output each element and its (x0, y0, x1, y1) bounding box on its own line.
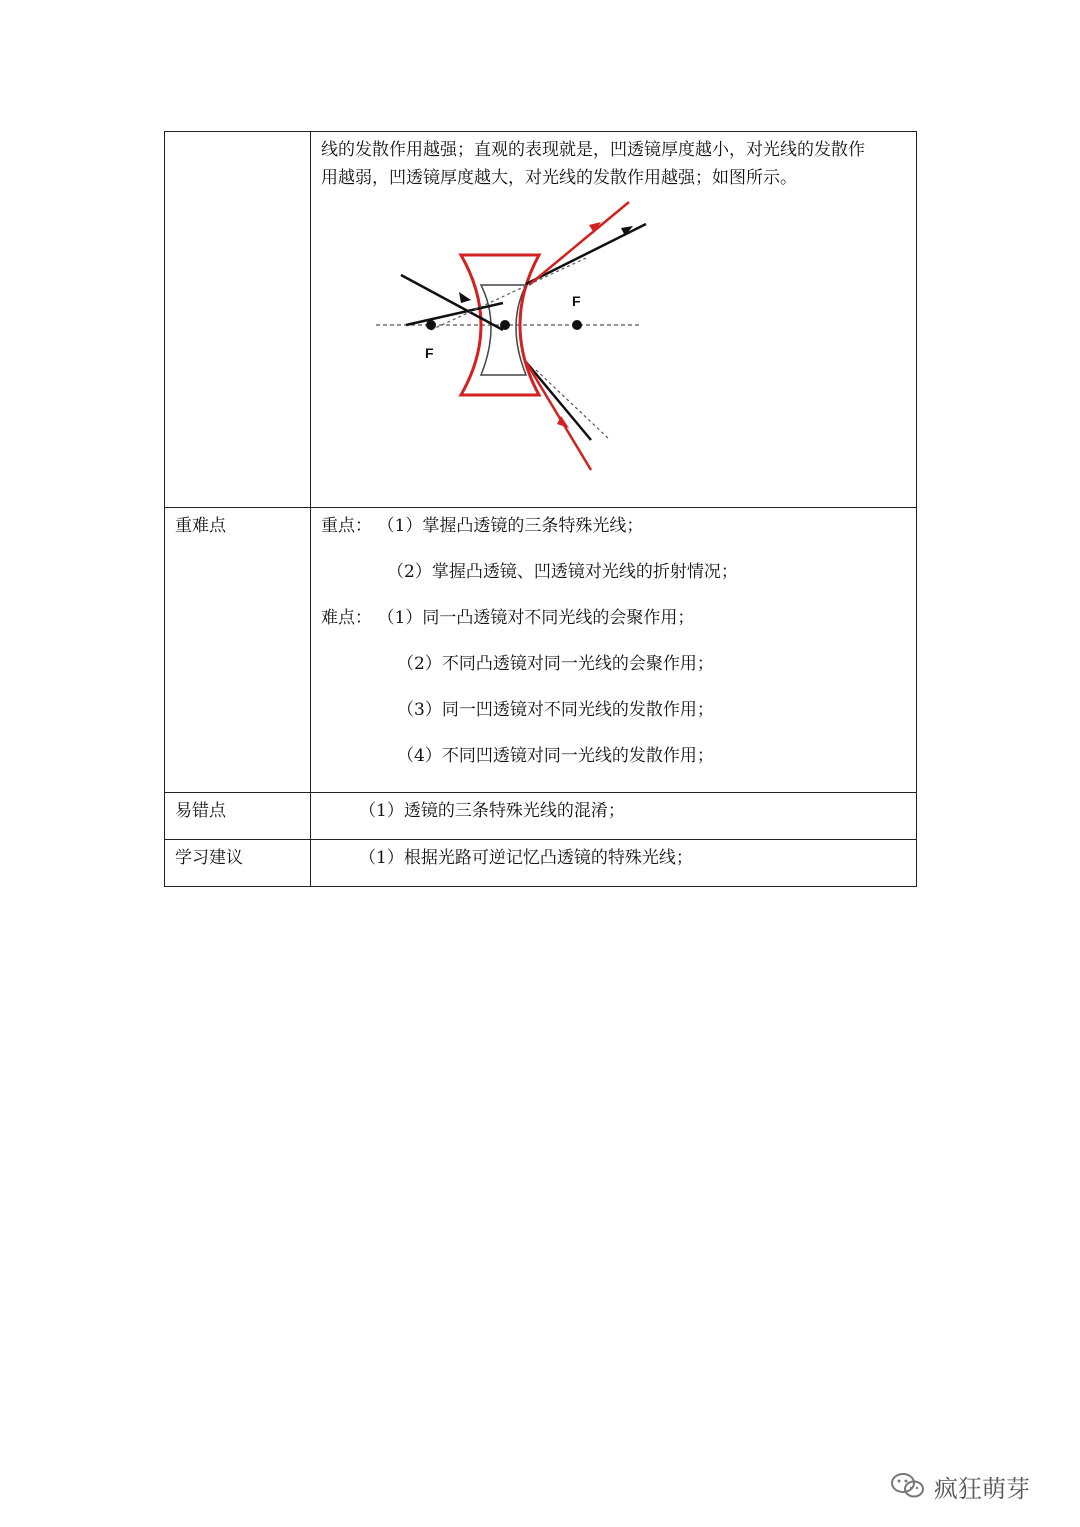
intro-label-cell (165, 132, 311, 508)
key-points-content (311, 508, 917, 793)
mistakes-row (165, 793, 917, 840)
focus-label-right: F (572, 293, 581, 309)
black-refracted-ray-up (526, 224, 646, 284)
intro-row (165, 132, 917, 508)
watermark (890, 1466, 1030, 1506)
intro-line-1: 线的发散作用越强；直观的表现就是，凹透镜厚度越小，对光线的发散作 (321, 140, 865, 160)
arrow-head (459, 292, 471, 303)
difficult-line-2: （2）不同凸透镜对同一光线的会聚作用； (397, 654, 714, 674)
black-refracted-ray-down (526, 362, 591, 440)
intro-line-2: 用越弱，凹透镜厚度越大，对光线的发散作用越强；如图所示。 (321, 168, 797, 188)
watermark-text: 疯狂萌芽 (934, 1474, 1030, 1503)
key-points-label: 重难点 (165, 508, 311, 793)
focal-point-left (426, 320, 436, 330)
mistakes-label: 易错点 (165, 793, 311, 840)
focal-point-right (572, 320, 582, 330)
advice-item: （1）根据光路可逆记忆凸透镜的特殊光线； (311, 840, 917, 887)
red-refracted-ray-up (529, 202, 629, 285)
dashed-extension-up (431, 258, 586, 330)
key-points-row (165, 508, 917, 793)
advice-label: 学习建议 (165, 840, 311, 887)
wechat-icon (890, 1471, 926, 1501)
concave-lens-diagram (321, 200, 661, 490)
difficult-label: 难点： (321, 608, 372, 628)
optical-center (500, 320, 510, 330)
advice-row (165, 840, 917, 887)
mistakes-item: （1）透镜的三条特殊光线的混淆； (311, 793, 917, 840)
key-item: （1）掌握凸透镜的三条特殊光线； (386, 516, 644, 536)
difficult-line-3: （3）同一凹透镜对不同光线的发散作用； (397, 700, 714, 720)
key-label: 重点： (321, 516, 372, 536)
key-line-2: （2）掌握凸透镜、凹透镜对光线的折射情况； (387, 562, 738, 582)
intro-content-cell (311, 132, 917, 508)
red-refracted-ray-down (526, 362, 591, 470)
key-line-1 (321, 512, 906, 558)
lesson-table (164, 131, 917, 887)
difficult-item: （1）同一凸透镜对不同光线的会聚作用； (386, 608, 695, 628)
difficult-line-4: （4）不同凹透镜对同一光线的发散作用； (397, 746, 714, 766)
focus-label-left: F (425, 345, 434, 361)
dashed-extension-down (536, 370, 608, 438)
difficult-line-1 (321, 604, 906, 650)
